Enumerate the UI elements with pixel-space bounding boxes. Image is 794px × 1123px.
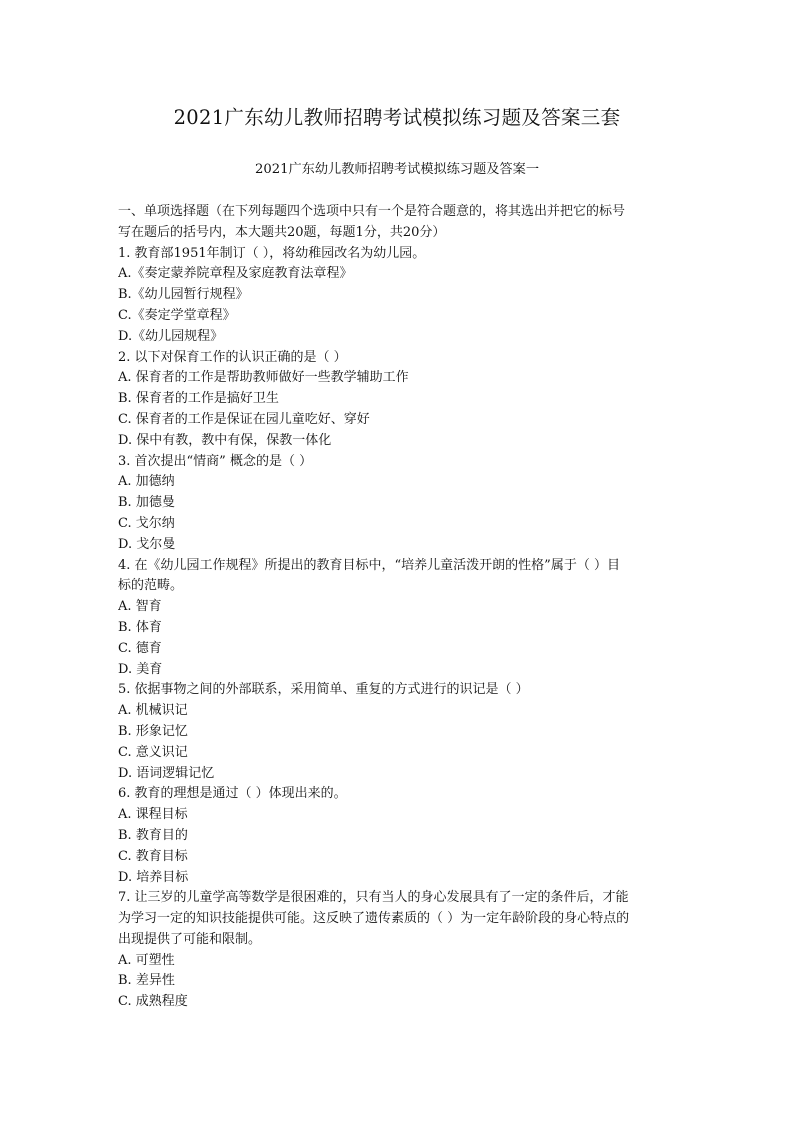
text-line: 6. 教育的理想是通过（ ）体现出来的。 [118,786,347,802]
text-line: A. 机械识记 [118,703,188,719]
text-line: A. 加德纳 [118,474,175,490]
text-line: B. 体育 [118,619,162,635]
text-line: D. 语词逻辑记忆 [118,765,215,781]
text-line: 5. 依据事物之间的外部联系，采用简单、重复的方式进行的识记是（ ） [118,682,529,698]
text-line: A. 课程目标 [118,807,188,823]
text-line: 写在题后的括号内，本大题共20题，每题1分，共20分） [118,224,446,240]
text-line: 7. 让三岁的儿童学高等数学是很困难的，只有当人的身心发展具有了一定的条件后，才能 [118,890,629,906]
text-line: C. 成熟程度 [118,994,188,1010]
text-line: 标的范畴。 [118,578,184,594]
document-body [118,202,676,1013]
text-line: A. 智育 [118,599,162,615]
text-line: B. 形象记忆 [118,723,188,739]
text-line: B. 差异性 [118,973,175,989]
text-line: C. 教育目标 [118,848,188,864]
text-line: D.《幼儿园规程》 [118,328,224,344]
text-line: 2. 以下对保育工作的认识正确的是（ ） [118,349,347,365]
text-line: B. 保育者的工作是搞好卫生 [118,391,279,407]
document-title: 2021广东幼儿教师招聘考试模拟练习题及答案三套 [173,106,621,129]
text-line: B. 加德曼 [118,495,175,511]
text-line: 1. 教育部1951年制订（ ），将幼稚园改名为幼儿园。 [118,245,426,261]
text-line: B. 教育目的 [118,827,188,843]
text-line: A. 可塑性 [118,952,175,968]
text-line: C. 德育 [118,640,162,656]
text-line: D. 戈尔曼 [118,536,176,552]
text-line: 一、单项选择题（在下列每题四个选项中只有一个是符合题意的，将其选出并把它的标号 [118,204,626,219]
text-line: D. 保中有教，教中有保，保教一体化 [118,432,332,448]
text-line: D. 培养目标 [118,869,189,885]
document-subtitle: 2021广东幼儿教师招聘考试模拟练习题及答案一 [254,162,540,177]
text-line: 4. 在《幼儿园工作规程》所提出的教育目标中，“培养儿童活泼开朗的性格”属于（ ）目 [118,557,620,573]
text-line: C. 保育者的工作是保证在园儿童吃好、穿好 [118,411,370,427]
text-line: 3. 首次提出“情商” 概念的是（ ） [118,453,313,469]
text-line: C. 戈尔纳 [118,515,175,531]
text-line: 为学习一定的知识技能提供可能。这反映了遗传素质的（ ）为一定年龄阶段的身心特点的 [118,911,630,927]
text-line: 出现提供了可能和限制。 [118,931,262,947]
text-line: C. 意义识记 [118,744,188,760]
text-line: A. 保育者的工作是帮助教师做好一些教学辅助工作 [118,370,409,386]
text-line: C.《奏定学堂章程》 [118,307,236,323]
text-line: B.《幼儿园暂行规程》 [118,287,249,303]
text-line: A.《奏定蒙养院章程及家庭教育法章程》 [118,266,353,282]
text-line: D. 美育 [118,661,163,677]
